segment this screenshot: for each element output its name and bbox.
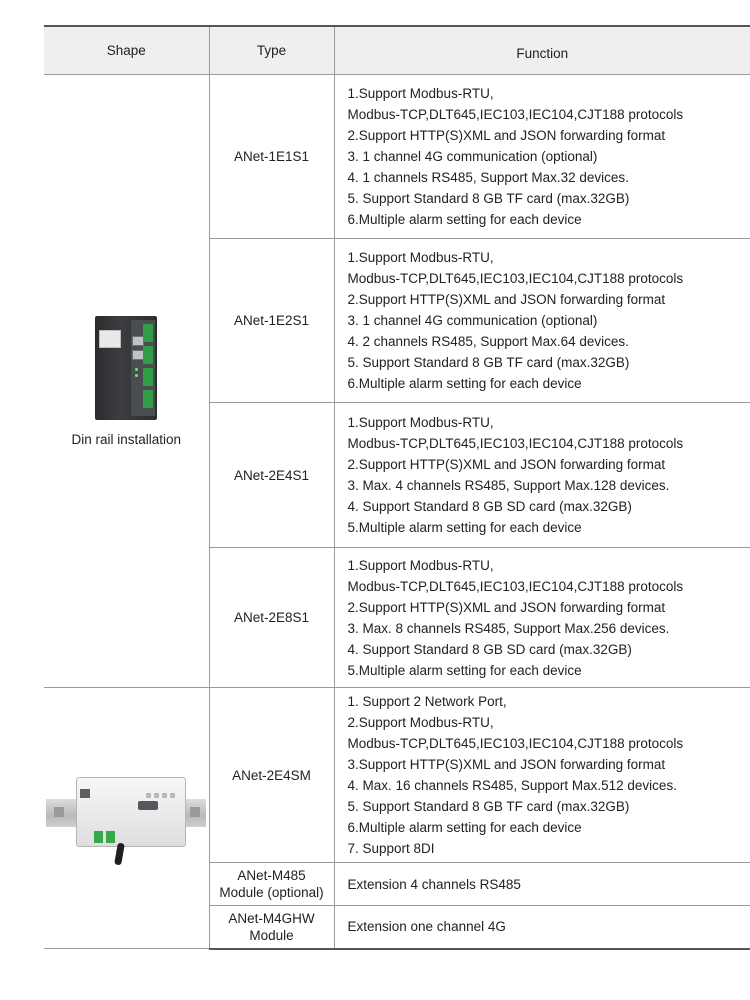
spec-table (44, 25, 750, 950)
function-line: 4. 2 channels RS485, Support Max.64 devices. (347, 334, 629, 349)
function-line: 4. Support Standard 8 GB SD card (max.32GB) (347, 641, 632, 657)
function-cell (334, 403, 750, 548)
table-row (44, 688, 750, 863)
function-cell (334, 239, 750, 403)
shape-cell-module (44, 688, 209, 949)
function-line: 3. Max. 8 channels RS485, Support Max.256 devices. (347, 620, 670, 636)
function-line: 5. Support Standard 8 GB TF card (max.32GB) (347, 355, 630, 370)
function-line: Modbus-TCP,DLT645,IEC103,IEC104,CJT188 protocols (347, 271, 684, 286)
header-type: Type (209, 26, 334, 75)
function-line: Modbus-TCP,DLT645,IEC103,IEC104,CJT188 protocols (347, 736, 684, 751)
function-line: 5.Multiple alarm setting for each device (347, 662, 582, 678)
function-line: 6.Multiple alarm setting for each device (347, 376, 582, 391)
type-cell (209, 906, 334, 949)
function-line: 3.Support HTTP(S)XML and JSON forwarding format (347, 757, 666, 772)
function-line: Extension 4 channels RS485 (347, 876, 521, 892)
function-line: 5. Support Standard 8 GB TF card (max.32GB) (347, 799, 630, 814)
type-name: ANet-1E2S1 (233, 313, 310, 328)
function-line: 1.Support Modbus-RTU, (347, 250, 494, 265)
function-cell (334, 863, 750, 906)
type-name: ANet-2E4SM (232, 767, 311, 783)
din-rail-gateway-icon (95, 316, 157, 420)
function-line: 6.Multiple alarm setting for each device (347, 820, 582, 835)
function-line: 2.Support HTTP(S)XML and JSON forwarding format (347, 457, 666, 472)
function-line: 2.Support Modbus-RTU, (347, 715, 494, 730)
header-shape: Shape (44, 26, 209, 75)
function-line: 3. 1 channel 4G communication (optional) (347, 313, 598, 328)
type-cell (209, 548, 334, 688)
type-cell (209, 403, 334, 548)
table-row (44, 75, 750, 239)
header-row (44, 26, 750, 75)
function-line: Modbus-TCP,DLT645,IEC103,IEC104,CJT188 protocols (347, 436, 684, 451)
function-line: Extension one channel 4G (347, 919, 506, 935)
function-line: 4. Support Standard 8 GB SD card (max.32GB) (347, 499, 632, 514)
function-cell (334, 906, 750, 949)
function-line: Modbus-TCP,DLT645,IEC103,IEC104,CJT188 protocols (347, 107, 684, 122)
shape-cell-din-rail (44, 75, 209, 688)
type-name: ANet-M485 (237, 868, 306, 883)
function-line: 1. Support 2 Network Port, (347, 694, 507, 709)
function-line: 4. 1 channels RS485, Support Max.32 devices. (347, 170, 629, 185)
type-subname: Module (249, 927, 294, 943)
type-subname: Module (optional) (219, 885, 324, 900)
function-line: Modbus-TCP,DLT645,IEC103,IEC104,CJT188 protocols (347, 578, 684, 594)
function-line: 2.Support HTTP(S)XML and JSON forwarding format (347, 599, 666, 615)
function-line: 1.Support Modbus-RTU, (347, 86, 494, 101)
header-function: Function (334, 26, 750, 75)
function-line: 2.Support HTTP(S)XML and JSON forwarding format (347, 292, 666, 307)
function-line: 2.Support HTTP(S)XML and JSON forwarding format (347, 128, 666, 143)
function-line: 5.Multiple alarm setting for each device (347, 520, 582, 535)
type-cell (209, 239, 334, 403)
type-name: ANet-2E8S1 (233, 610, 310, 625)
shape-caption: Din rail installation (71, 431, 182, 447)
function-cell (334, 548, 750, 688)
function-line: 7. Support 8DI (347, 841, 435, 856)
type-cell (209, 75, 334, 239)
type-name: ANet-M4GHW (228, 910, 315, 926)
function-line: 6.Multiple alarm setting for each device (347, 212, 582, 227)
function-line: 1.Support Modbus-RTU, (347, 415, 494, 430)
function-cell (334, 688, 750, 863)
function-cell (334, 75, 750, 239)
type-name: ANet-1E1S1 (233, 149, 310, 164)
function-line: 4. Max. 16 channels RS485, Support Max.512 devices. (347, 778, 677, 793)
type-cell (209, 688, 334, 863)
type-name: ANet-2E4S1 (233, 467, 310, 483)
function-line: 1.Support Modbus-RTU, (347, 557, 494, 573)
function-line: 3. 1 channel 4G communication (optional) (347, 149, 598, 164)
type-cell (209, 863, 334, 906)
din-rail-module-gateway-icon (46, 771, 206, 866)
function-line: 3. Max. 4 channels RS485, Support Max.128 devices. (347, 478, 670, 493)
function-line: 5. Support Standard 8 GB TF card (max.32GB) (347, 191, 630, 206)
